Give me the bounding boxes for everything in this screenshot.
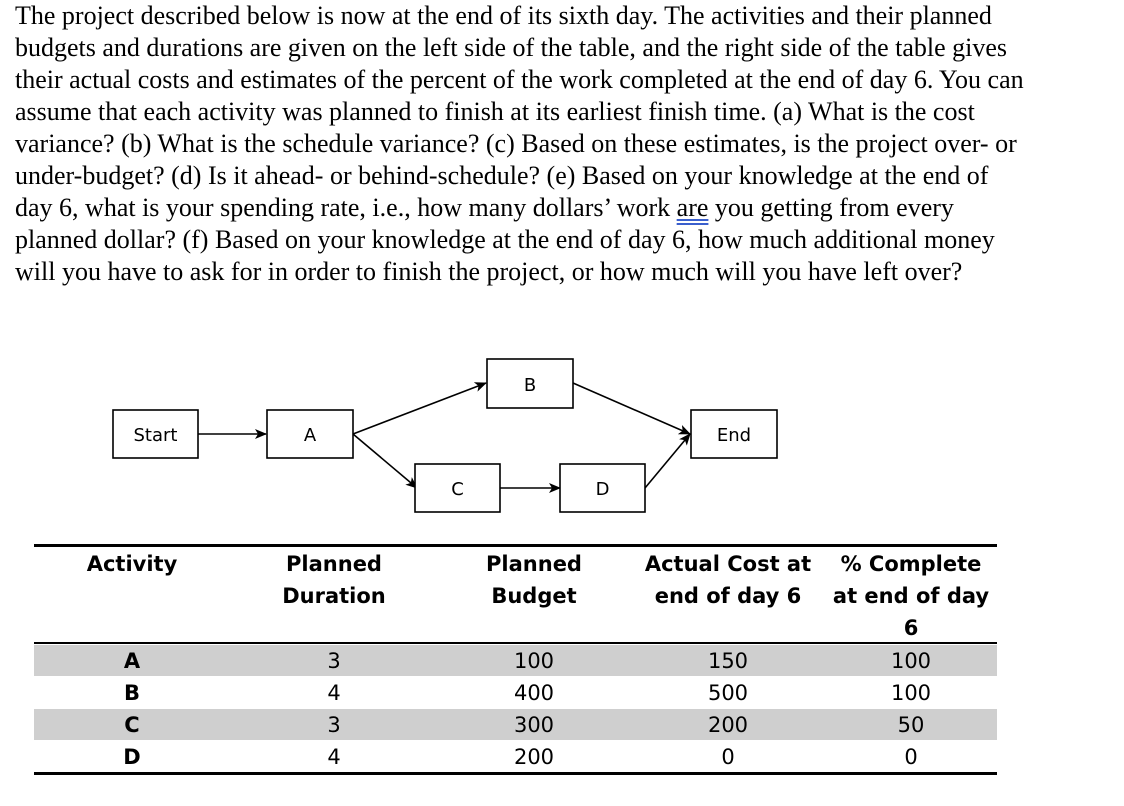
cell-pct-complete: 100 xyxy=(890,649,932,673)
problem-line-2: budgets and durations are given on the left side of the table, and the right side of the table gives xyxy=(15,33,1008,62)
problem-line-9: will you have to ask for in order to finish the project, or how much will you have left over? xyxy=(15,257,963,286)
cell-activity: B xyxy=(123,681,140,705)
cell-activity: A xyxy=(123,649,141,673)
node-a-label: A xyxy=(303,425,317,446)
node-c-label: C xyxy=(451,479,464,500)
cell-pct-complete: 0 xyxy=(904,745,918,769)
cell-actual-cost: 500 xyxy=(707,681,749,705)
cell-actual-cost: 150 xyxy=(707,649,749,673)
header-planned-budget-2: Budget xyxy=(491,584,577,608)
node-b-label: B xyxy=(523,375,537,396)
header-actual-cost-1: Actual Cost at xyxy=(644,552,812,576)
table-top-rule xyxy=(34,544,997,547)
cell-budget: 200 xyxy=(513,745,555,769)
node-start-label: Start xyxy=(133,425,178,446)
problem-line-6: under-budget? (d) Is it ahead- or behind-schedule? (e) Based on your knowledge at the end of xyxy=(15,161,989,190)
problem-line-3: their actual costs and estimates of the percent of the work completed at the end of day 6. You can xyxy=(15,65,1024,94)
problem-line-7-head: day 6, what is your spending rate, i.e., how many dollars’ work xyxy=(15,193,677,222)
problem-line-5: variance? (b) What is the schedule variance? (c) Based on these estimates, is the project over- or xyxy=(15,129,1017,158)
node-end-label: End xyxy=(716,425,752,446)
problem-line-1: The project described below is now at the end of its sixth day. The activities and their planned xyxy=(15,1,992,30)
problem-line-8: planned dollar? (f) Based on your knowledge at the end of day 6, how much additional money xyxy=(15,225,995,254)
cell-budget: 300 xyxy=(513,713,555,737)
cell-actual-cost: 200 xyxy=(707,713,749,737)
header-pct-complete-2: at end of day xyxy=(832,584,990,608)
underlined-word: are xyxy=(676,193,709,222)
header-activity: Activity xyxy=(86,552,178,576)
cell-pct-complete: 50 xyxy=(897,713,925,737)
header-pct-complete-3: 6 xyxy=(903,616,919,640)
header-planned-budget-1: Planned xyxy=(486,552,582,576)
cell-pct-complete: 100 xyxy=(890,681,932,705)
problem-line-4: assume that each activity was planned to finish at its earliest finish time. (a) What is the cost xyxy=(15,97,975,126)
header-planned-duration-2: Duration xyxy=(282,584,386,608)
header-actual-cost-2: end of day 6 xyxy=(654,584,802,608)
table-header-rule xyxy=(34,642,997,644)
cell-actual-cost: 0 xyxy=(721,745,735,769)
cell-budget: 100 xyxy=(513,649,555,673)
header-planned-duration-1: Planned xyxy=(286,552,382,576)
header-pct-complete-1: % Complete xyxy=(840,552,982,576)
problem-line-7-tail: you getting from every xyxy=(708,193,954,222)
cell-duration: 3 xyxy=(327,649,341,673)
node-d-label: D xyxy=(595,479,610,500)
cell-activity: D xyxy=(123,745,141,769)
table-bottom-rule xyxy=(34,772,997,775)
cell-duration: 3 xyxy=(327,713,341,737)
cell-duration: 4 xyxy=(327,745,341,769)
cell-budget: 400 xyxy=(513,681,555,705)
cell-activity: C xyxy=(124,713,140,737)
cell-duration: 4 xyxy=(327,681,341,705)
